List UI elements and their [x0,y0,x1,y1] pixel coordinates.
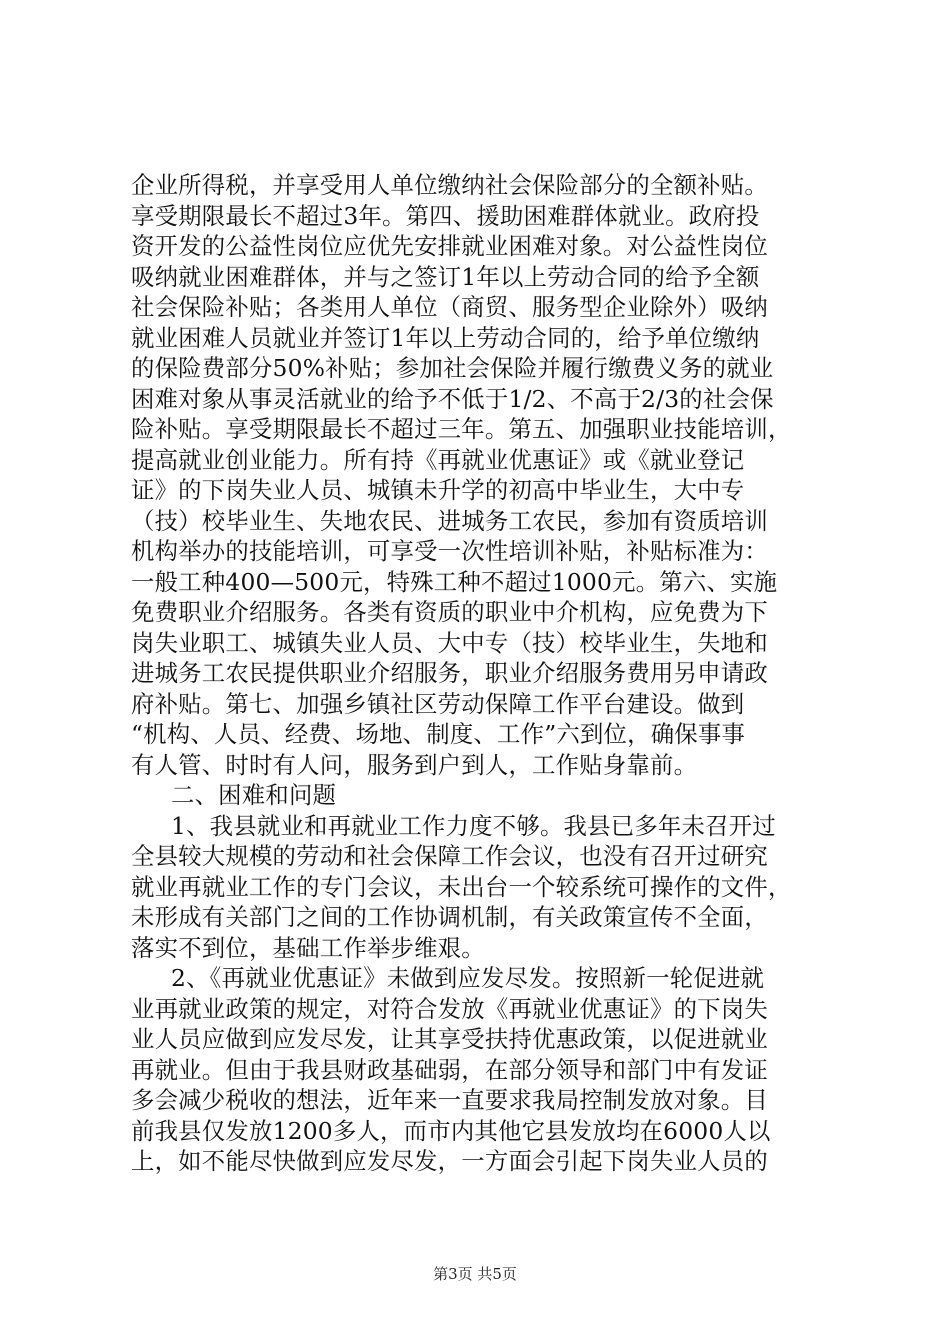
text-line: 企业所得税，并享受用人单位缴纳社会保险部分的全额补贴。 [131,171,768,199]
text-line: 岗失业职工、城镇失业人员、大中专（技）校毕业生，失地和 [131,628,768,657]
text-line: 机构举办的技能培训，可享受一次性培训补贴，补贴标准为： [131,537,768,565]
text-line: 证》的下岗失业人员、城镇未升学的初高中毕业生，大中专 [131,476,745,504]
text-line: 的保险费部分50%补贴；参加社会保险并履行缴费义务的就业 [131,354,774,382]
paragraph-start-line: 1、我县就业和再就业工作力度不够。我县已多年未召开过 [171,811,776,840]
text-line: 进城务工农民提供职业介绍服务，职业介绍服务费用另申请政 [131,659,768,687]
text-line: 就业再就业工作的专门会议，未出台一个较系统可操作的文件， [131,872,792,901]
page-number-footer: 第3页 共5页 [433,1265,517,1283]
text-line: 一般工种400—500元，特殊工种不超过1000元。第六、实施 [131,567,778,596]
text-line: 府补贴。第七、加强乡镇社区劳动保障工作平台建设。做到 [131,689,745,718]
text-line: 险补贴。享受期限最长不超过三年。第五、加强职业技能培训， [131,415,792,443]
text-line: 前我县仅发放1200多人，而市内其他它县发放均在6000人以 [131,1116,771,1145]
text-line: 困难对象从事灵活就业的给予不低于1/2、不高于2/3的社会保 [131,384,774,413]
text-line: 全县较大规模的劳动和社会保障工作会议，也没有召开过研究 [131,842,768,870]
text-line: 再就业。但由于我县财政基础弱，在部分领导和部门中有发证 [131,1055,768,1084]
section-heading: 二、困难和问题 [171,781,337,809]
paragraph-start-line: 2、《再就业优惠证》未做到应发尽发。按照新一轮促进就 [171,964,765,992]
text-line: 业人员应做到应发尽发，让其享受扶持优惠政策，以促进就业 [131,1025,768,1053]
text-line: （技）校毕业生、失地农民、进城务工农民，参加有资质培训 [131,506,768,535]
text-line: 有人管、时时有人问，服务到户到人，工作贴身靠前。 [131,750,698,779]
text-line: “机构、人员、经费、场地、制度、工作”六到位，确保事事 [131,720,746,748]
text-line: 吸纳就业困难群体，并与之签订1年以上劳动合同的给予全额 [131,262,760,291]
text-line: 上，如不能尽快做到应发尽发，一方面会引起下岗失业人员的 [131,1147,768,1175]
text-line: 提高就业创业能力。所有持《再就业优惠证》或《就业登记 [131,445,745,474]
text-line: 多会减少税收的想法，近年来一直要求我局控制发放对象。目 [131,1086,768,1114]
text-line: 业再就业政策的规定，对符合发放《再就业优惠证》的下岗失 [131,994,768,1023]
text-line: 享受期限最长不超过3年。第四、援助困难群体就业。政府投 [131,201,760,230]
body-text [131,170,823,1177]
text-line: 未形成有关部门之间的工作协调机制，有关政策宣传不全面， [131,903,768,931]
text-line: 就业困难人员就业并签订1年以上劳动合同的，给予单位缴纳 [131,323,760,352]
text-line: 社会保险补贴；各类用人单位（商贸、服务型企业除外）吸纳 [131,293,768,321]
text-line: 免费职业介绍服务。各类有资质的职业中介机构，应免费为下 [131,598,768,626]
text-line: 资开发的公益性岗位应优先安排就业困难对象。对公益性岗位 [131,232,768,260]
text-line: 落实不到位，基础工作举步维艰。 [131,933,485,962]
